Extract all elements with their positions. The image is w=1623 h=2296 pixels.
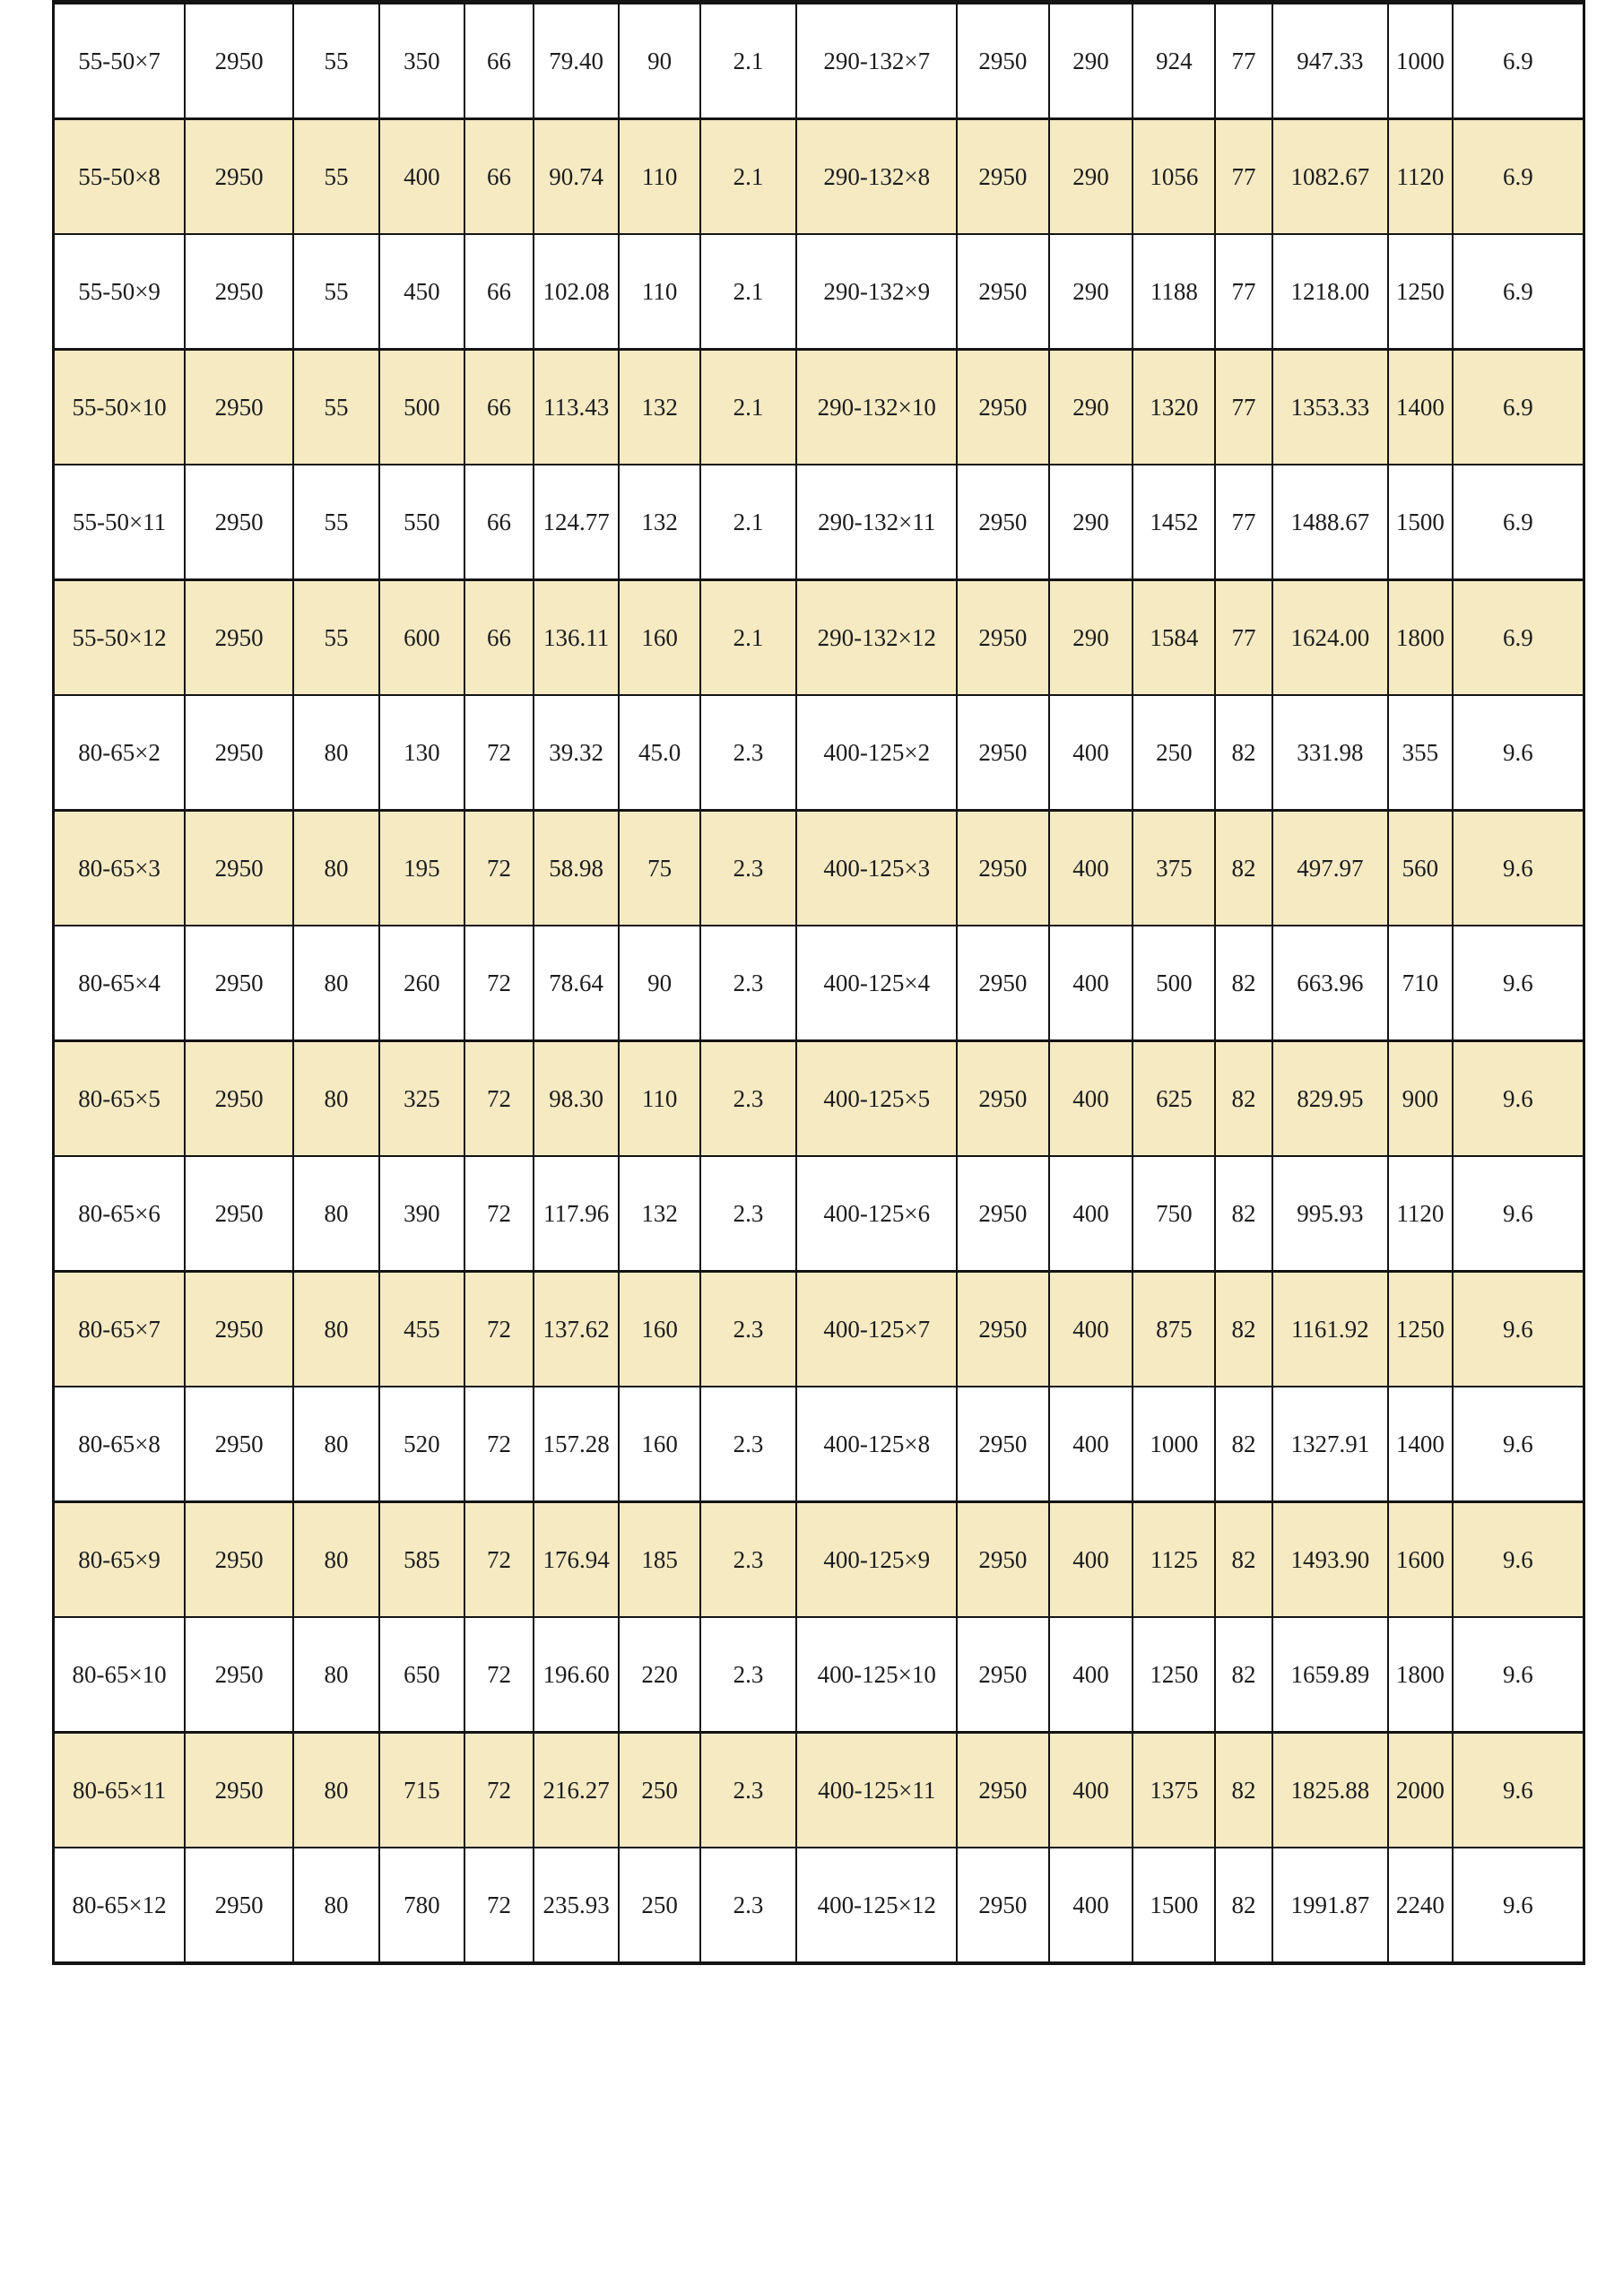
- value-cell: 2950: [957, 350, 1048, 465]
- value-cell: 1056: [1133, 119, 1215, 235]
- pump-model-cell: 400-125×5: [796, 1041, 957, 1157]
- table-row: [54, 580, 1584, 696]
- value-cell: 80: [293, 1502, 378, 1618]
- value-cell: 2.1: [700, 234, 796, 350]
- value-cell: 82: [1215, 1502, 1271, 1618]
- value-cell: 2950: [185, 234, 293, 350]
- value-cell: 2.1: [700, 465, 796, 580]
- value-cell: 2.3: [700, 1502, 796, 1618]
- value-cell: 55: [293, 465, 378, 580]
- value-cell: 2000: [1388, 1733, 1453, 1848]
- value-cell: 1320: [1133, 350, 1215, 465]
- value-cell: 130: [379, 695, 464, 811]
- value-cell: 90: [619, 926, 699, 1041]
- value-cell: 375: [1133, 811, 1215, 926]
- value-cell: 72: [464, 1272, 534, 1387]
- table-row: [54, 465, 1584, 580]
- value-cell: 78.64: [534, 926, 619, 1041]
- pump-model-cell: 80-65×3: [54, 811, 186, 926]
- value-cell: 1584: [1133, 580, 1215, 696]
- value-cell: 72: [464, 695, 534, 811]
- value-cell: 400: [1049, 1617, 1133, 1733]
- value-cell: 2950: [185, 119, 293, 235]
- value-cell: 2.3: [700, 1041, 796, 1157]
- value-cell: 82: [1215, 1041, 1271, 1157]
- value-cell: 90.74: [534, 119, 619, 235]
- value-cell: 450: [379, 234, 464, 350]
- table-row: [54, 350, 1584, 465]
- value-cell: 2950: [957, 811, 1048, 926]
- value-cell: 9.6: [1453, 1502, 1584, 1618]
- pump-model-cell: 290-132×9: [796, 234, 957, 350]
- value-cell: 2950: [957, 1156, 1048, 1272]
- value-cell: 1624.00: [1272, 580, 1389, 696]
- value-cell: 325: [379, 1041, 464, 1157]
- value-cell: 6.9: [1453, 234, 1584, 350]
- value-cell: 1991.87: [1272, 1848, 1389, 1963]
- value-cell: 250: [619, 1733, 699, 1848]
- value-cell: 2950: [957, 234, 1048, 350]
- value-cell: 80: [293, 811, 378, 926]
- value-cell: 2.1: [700, 119, 796, 235]
- value-cell: 55: [293, 580, 378, 696]
- value-cell: 176.94: [534, 1502, 619, 1618]
- pump-spec-table-container: [52, 0, 1585, 1965]
- value-cell: 82: [1215, 1617, 1271, 1733]
- value-cell: 98.30: [534, 1041, 619, 1157]
- value-cell: 2.3: [700, 811, 796, 926]
- value-cell: 290: [1049, 234, 1133, 350]
- table-row: [54, 1502, 1584, 1618]
- value-cell: 82: [1215, 1272, 1271, 1387]
- value-cell: 390: [379, 1156, 464, 1272]
- value-cell: 77: [1215, 234, 1271, 350]
- value-cell: 750: [1133, 1156, 1215, 1272]
- value-cell: 58.98: [534, 811, 619, 926]
- value-cell: 110: [619, 119, 699, 235]
- value-cell: 77: [1215, 119, 1271, 235]
- value-cell: 400: [1049, 1733, 1133, 1848]
- value-cell: 80: [293, 1733, 378, 1848]
- value-cell: 2.3: [700, 1156, 796, 1272]
- value-cell: 82: [1215, 926, 1271, 1041]
- value-cell: 9.6: [1453, 1848, 1584, 1963]
- value-cell: 1161.92: [1272, 1272, 1389, 1387]
- value-cell: 132: [619, 350, 699, 465]
- value-cell: 2950: [185, 695, 293, 811]
- value-cell: 55: [293, 350, 378, 465]
- value-cell: 113.43: [534, 350, 619, 465]
- value-cell: 2950: [185, 580, 293, 696]
- value-cell: 290: [1049, 3, 1133, 119]
- value-cell: 2950: [185, 3, 293, 119]
- value-cell: 2950: [957, 1502, 1048, 1618]
- value-cell: 39.32: [534, 695, 619, 811]
- value-cell: 9.6: [1453, 1733, 1584, 1848]
- value-cell: 66: [464, 234, 534, 350]
- value-cell: 2950: [957, 1848, 1048, 1963]
- value-cell: 1493.90: [1272, 1502, 1389, 1618]
- value-cell: 2.1: [700, 3, 796, 119]
- pump-model-cell: 290-132×8: [796, 119, 957, 235]
- value-cell: 1659.89: [1272, 1617, 1389, 1733]
- value-cell: 77: [1215, 3, 1271, 119]
- value-cell: 117.96: [534, 1156, 619, 1272]
- value-cell: 2950: [185, 1617, 293, 1733]
- pump-model-cell: 400-125×10: [796, 1617, 957, 1733]
- pump-model-cell: 80-65×7: [54, 1272, 186, 1387]
- value-cell: 2950: [957, 465, 1048, 580]
- value-cell: 2950: [957, 1733, 1048, 1848]
- value-cell: 82: [1215, 1156, 1271, 1272]
- value-cell: 2950: [185, 1848, 293, 1963]
- value-cell: 1800: [1388, 580, 1453, 696]
- value-cell: 829.95: [1272, 1041, 1389, 1157]
- value-cell: 80: [293, 926, 378, 1041]
- value-cell: 235.93: [534, 1848, 619, 1963]
- value-cell: 185: [619, 1502, 699, 1618]
- value-cell: 2.3: [700, 695, 796, 811]
- value-cell: 2950: [957, 1617, 1048, 1733]
- value-cell: 6.9: [1453, 465, 1584, 580]
- value-cell: 2950: [957, 3, 1048, 119]
- value-cell: 2950: [957, 1272, 1048, 1387]
- pump-model-cell: 80-65×5: [54, 1041, 186, 1157]
- pump-model-cell: 400-125×7: [796, 1272, 957, 1387]
- value-cell: 1218.00: [1272, 234, 1389, 350]
- value-cell: 1500: [1133, 1848, 1215, 1963]
- table-row: [54, 1733, 1584, 1848]
- value-cell: 1400: [1388, 350, 1453, 465]
- value-cell: 136.11: [534, 580, 619, 696]
- pump-model-cell: 290-132×10: [796, 350, 957, 465]
- table-row: [54, 1272, 1584, 1387]
- value-cell: 124.77: [534, 465, 619, 580]
- value-cell: 1250: [1388, 234, 1453, 350]
- table-row: [54, 1617, 1584, 1733]
- value-cell: 80: [293, 1617, 378, 1733]
- value-cell: 2240: [1388, 1848, 1453, 1963]
- pump-model-cell: 80-65×11: [54, 1733, 186, 1848]
- value-cell: 2950: [957, 119, 1048, 235]
- value-cell: 77: [1215, 350, 1271, 465]
- table-row: [54, 3, 1584, 119]
- value-cell: 355: [1388, 695, 1453, 811]
- pump-model-cell: 80-65×10: [54, 1617, 186, 1733]
- value-cell: 110: [619, 1041, 699, 1157]
- value-cell: 195: [379, 811, 464, 926]
- value-cell: 924: [1133, 3, 1215, 119]
- value-cell: 6.9: [1453, 580, 1584, 696]
- pump-model-cell: 55-50×11: [54, 465, 186, 580]
- value-cell: 6.9: [1453, 3, 1584, 119]
- value-cell: 455: [379, 1272, 464, 1387]
- pump-model-cell: 55-50×9: [54, 234, 186, 350]
- value-cell: 82: [1215, 1848, 1271, 1963]
- pump-model-cell: 55-50×10: [54, 350, 186, 465]
- value-cell: 160: [619, 1387, 699, 1502]
- value-cell: 1000: [1133, 1387, 1215, 1502]
- value-cell: 1800: [1388, 1617, 1453, 1733]
- pump-model-cell: 55-50×12: [54, 580, 186, 696]
- value-cell: 400: [1049, 1041, 1133, 1157]
- value-cell: 585: [379, 1502, 464, 1618]
- value-cell: 2950: [957, 1387, 1048, 1502]
- value-cell: 2.3: [700, 1733, 796, 1848]
- value-cell: 290: [1049, 350, 1133, 465]
- value-cell: 72: [464, 926, 534, 1041]
- value-cell: 72: [464, 811, 534, 926]
- value-cell: 1600: [1388, 1502, 1453, 1618]
- value-cell: 2.3: [700, 926, 796, 1041]
- pump-model-cell: 400-125×12: [796, 1848, 957, 1963]
- value-cell: 132: [619, 465, 699, 580]
- pump-model-cell: 80-65×4: [54, 926, 186, 1041]
- table-row: [54, 119, 1584, 235]
- value-cell: 2950: [957, 580, 1048, 696]
- value-cell: 9.6: [1453, 1387, 1584, 1502]
- pump-model-cell: 80-65×8: [54, 1387, 186, 1502]
- table-row: [54, 1041, 1584, 1157]
- value-cell: 72: [464, 1617, 534, 1733]
- value-cell: 900: [1388, 1041, 1453, 1157]
- value-cell: 2950: [185, 1733, 293, 1848]
- value-cell: 90: [619, 3, 699, 119]
- value-cell: 2.1: [700, 350, 796, 465]
- value-cell: 55: [293, 234, 378, 350]
- pump-model-cell: 400-125×6: [796, 1156, 957, 1272]
- value-cell: 9.6: [1453, 1041, 1584, 1157]
- value-cell: 77: [1215, 465, 1271, 580]
- value-cell: 216.27: [534, 1733, 619, 1848]
- value-cell: 1488.67: [1272, 465, 1389, 580]
- value-cell: 72: [464, 1502, 534, 1618]
- value-cell: 9.6: [1453, 1272, 1584, 1387]
- value-cell: 72: [464, 1387, 534, 1502]
- value-cell: 1120: [1388, 1156, 1453, 1272]
- value-cell: 110: [619, 234, 699, 350]
- spec-table-body: [54, 3, 1584, 1964]
- pump-model-cell: 290-132×12: [796, 580, 957, 696]
- value-cell: 1188: [1133, 234, 1215, 350]
- pump-model-cell: 80-65×12: [54, 1848, 186, 1963]
- value-cell: 160: [619, 1272, 699, 1387]
- pump-model-cell: 400-125×4: [796, 926, 957, 1041]
- value-cell: 157.28: [534, 1387, 619, 1502]
- value-cell: 1120: [1388, 119, 1453, 235]
- value-cell: 2950: [185, 350, 293, 465]
- value-cell: 9.6: [1453, 811, 1584, 926]
- value-cell: 55: [293, 3, 378, 119]
- pump-model-cell: 400-125×2: [796, 695, 957, 811]
- value-cell: 9.6: [1453, 1156, 1584, 1272]
- value-cell: 290: [1049, 580, 1133, 696]
- value-cell: 2950: [185, 926, 293, 1041]
- value-cell: 160: [619, 580, 699, 696]
- table-row: [54, 811, 1584, 926]
- value-cell: 45.0: [619, 695, 699, 811]
- value-cell: 400: [1049, 811, 1133, 926]
- pump-model-cell: 400-125×11: [796, 1733, 957, 1848]
- value-cell: 625: [1133, 1041, 1215, 1157]
- value-cell: 82: [1215, 811, 1271, 926]
- pump-model-cell: 290-132×7: [796, 3, 957, 119]
- value-cell: 2950: [957, 926, 1048, 1041]
- value-cell: 500: [1133, 926, 1215, 1041]
- value-cell: 72: [464, 1733, 534, 1848]
- pump-model-cell: 400-125×9: [796, 1502, 957, 1618]
- value-cell: 80: [293, 1848, 378, 1963]
- value-cell: 196.60: [534, 1617, 619, 1733]
- value-cell: 2.3: [700, 1848, 796, 1963]
- value-cell: 79.40: [534, 3, 619, 119]
- value-cell: 400: [1049, 1272, 1133, 1387]
- value-cell: 137.62: [534, 1272, 619, 1387]
- value-cell: 9.6: [1453, 695, 1584, 811]
- value-cell: 710: [1388, 926, 1453, 1041]
- value-cell: 400: [1049, 695, 1133, 811]
- value-cell: 66: [464, 465, 534, 580]
- pump-model-cell: 55-50×7: [54, 3, 186, 119]
- value-cell: 80: [293, 1387, 378, 1502]
- value-cell: 290: [1049, 119, 1133, 235]
- value-cell: 75: [619, 811, 699, 926]
- value-cell: 6.9: [1453, 119, 1584, 235]
- value-cell: 250: [619, 1848, 699, 1963]
- value-cell: 72: [464, 1848, 534, 1963]
- value-cell: 2950: [185, 1272, 293, 1387]
- value-cell: 66: [464, 580, 534, 696]
- value-cell: 331.98: [1272, 695, 1389, 811]
- table-row: [54, 234, 1584, 350]
- value-cell: 2950: [185, 465, 293, 580]
- value-cell: 2950: [185, 811, 293, 926]
- value-cell: 550: [379, 465, 464, 580]
- value-cell: 2950: [185, 1387, 293, 1502]
- value-cell: 1452: [1133, 465, 1215, 580]
- value-cell: 2950: [957, 1041, 1048, 1157]
- value-cell: 1000: [1388, 3, 1453, 119]
- value-cell: 2950: [185, 1156, 293, 1272]
- value-cell: 947.33: [1272, 3, 1389, 119]
- value-cell: 875: [1133, 1272, 1215, 1387]
- value-cell: 1400: [1388, 1387, 1453, 1502]
- value-cell: 1327.91: [1272, 1387, 1389, 1502]
- value-cell: 80: [293, 1272, 378, 1387]
- pump-model-cell: 290-132×11: [796, 465, 957, 580]
- pump-model-cell: 400-125×8: [796, 1387, 957, 1502]
- pump-model-cell: 80-65×9: [54, 1502, 186, 1618]
- value-cell: 77: [1215, 580, 1271, 696]
- value-cell: 1250: [1133, 1617, 1215, 1733]
- value-cell: 995.93: [1272, 1156, 1389, 1272]
- value-cell: 66: [464, 3, 534, 119]
- value-cell: 400: [1049, 1848, 1133, 1963]
- value-cell: 2950: [185, 1041, 293, 1157]
- value-cell: 1353.33: [1272, 350, 1389, 465]
- value-cell: 290: [1049, 465, 1133, 580]
- value-cell: 102.08: [534, 234, 619, 350]
- value-cell: 80: [293, 1041, 378, 1157]
- value-cell: 2.3: [700, 1617, 796, 1733]
- value-cell: 560: [1388, 811, 1453, 926]
- value-cell: 66: [464, 119, 534, 235]
- value-cell: 1500: [1388, 465, 1453, 580]
- value-cell: 400: [379, 119, 464, 235]
- pump-spec-table: [52, 0, 1585, 1965]
- table-row: [54, 695, 1584, 811]
- value-cell: 400: [1049, 926, 1133, 1041]
- value-cell: 55: [293, 119, 378, 235]
- value-cell: 600: [379, 580, 464, 696]
- value-cell: 650: [379, 1617, 464, 1733]
- value-cell: 497.97: [1272, 811, 1389, 926]
- value-cell: 2.3: [700, 1272, 796, 1387]
- value-cell: 500: [379, 350, 464, 465]
- value-cell: 66: [464, 350, 534, 465]
- value-cell: 220: [619, 1617, 699, 1733]
- value-cell: 2950: [957, 695, 1048, 811]
- value-cell: 72: [464, 1041, 534, 1157]
- value-cell: 663.96: [1272, 926, 1389, 1041]
- value-cell: 400: [1049, 1156, 1133, 1272]
- value-cell: 2950: [185, 1502, 293, 1618]
- value-cell: 1375: [1133, 1733, 1215, 1848]
- value-cell: 250: [1133, 695, 1215, 811]
- value-cell: 260: [379, 926, 464, 1041]
- value-cell: 350: [379, 3, 464, 119]
- value-cell: 6.9: [1453, 350, 1584, 465]
- value-cell: 82: [1215, 1387, 1271, 1502]
- table-row: [54, 1156, 1584, 1272]
- value-cell: 1125: [1133, 1502, 1215, 1618]
- value-cell: 2.1: [700, 580, 796, 696]
- pump-model-cell: 80-65×6: [54, 1156, 186, 1272]
- value-cell: 780: [379, 1848, 464, 1963]
- value-cell: 1825.88: [1272, 1733, 1389, 1848]
- value-cell: 9.6: [1453, 926, 1584, 1041]
- value-cell: 400: [1049, 1387, 1133, 1502]
- value-cell: 1250: [1388, 1272, 1453, 1387]
- value-cell: 715: [379, 1733, 464, 1848]
- table-row: [54, 1848, 1584, 1963]
- value-cell: 82: [1215, 1733, 1271, 1848]
- value-cell: 82: [1215, 695, 1271, 811]
- pump-model-cell: 55-50×8: [54, 119, 186, 235]
- value-cell: 80: [293, 695, 378, 811]
- value-cell: 72: [464, 1156, 534, 1272]
- table-row: [54, 1387, 1584, 1502]
- value-cell: 9.6: [1453, 1617, 1584, 1733]
- value-cell: 1082.67: [1272, 119, 1389, 235]
- table-row: [54, 926, 1584, 1041]
- value-cell: 520: [379, 1387, 464, 1502]
- value-cell: 2.3: [700, 1387, 796, 1502]
- pump-model-cell: 400-125×3: [796, 811, 957, 926]
- value-cell: 132: [619, 1156, 699, 1272]
- pump-model-cell: 80-65×2: [54, 695, 186, 811]
- value-cell: 80: [293, 1156, 378, 1272]
- value-cell: 400: [1049, 1502, 1133, 1618]
